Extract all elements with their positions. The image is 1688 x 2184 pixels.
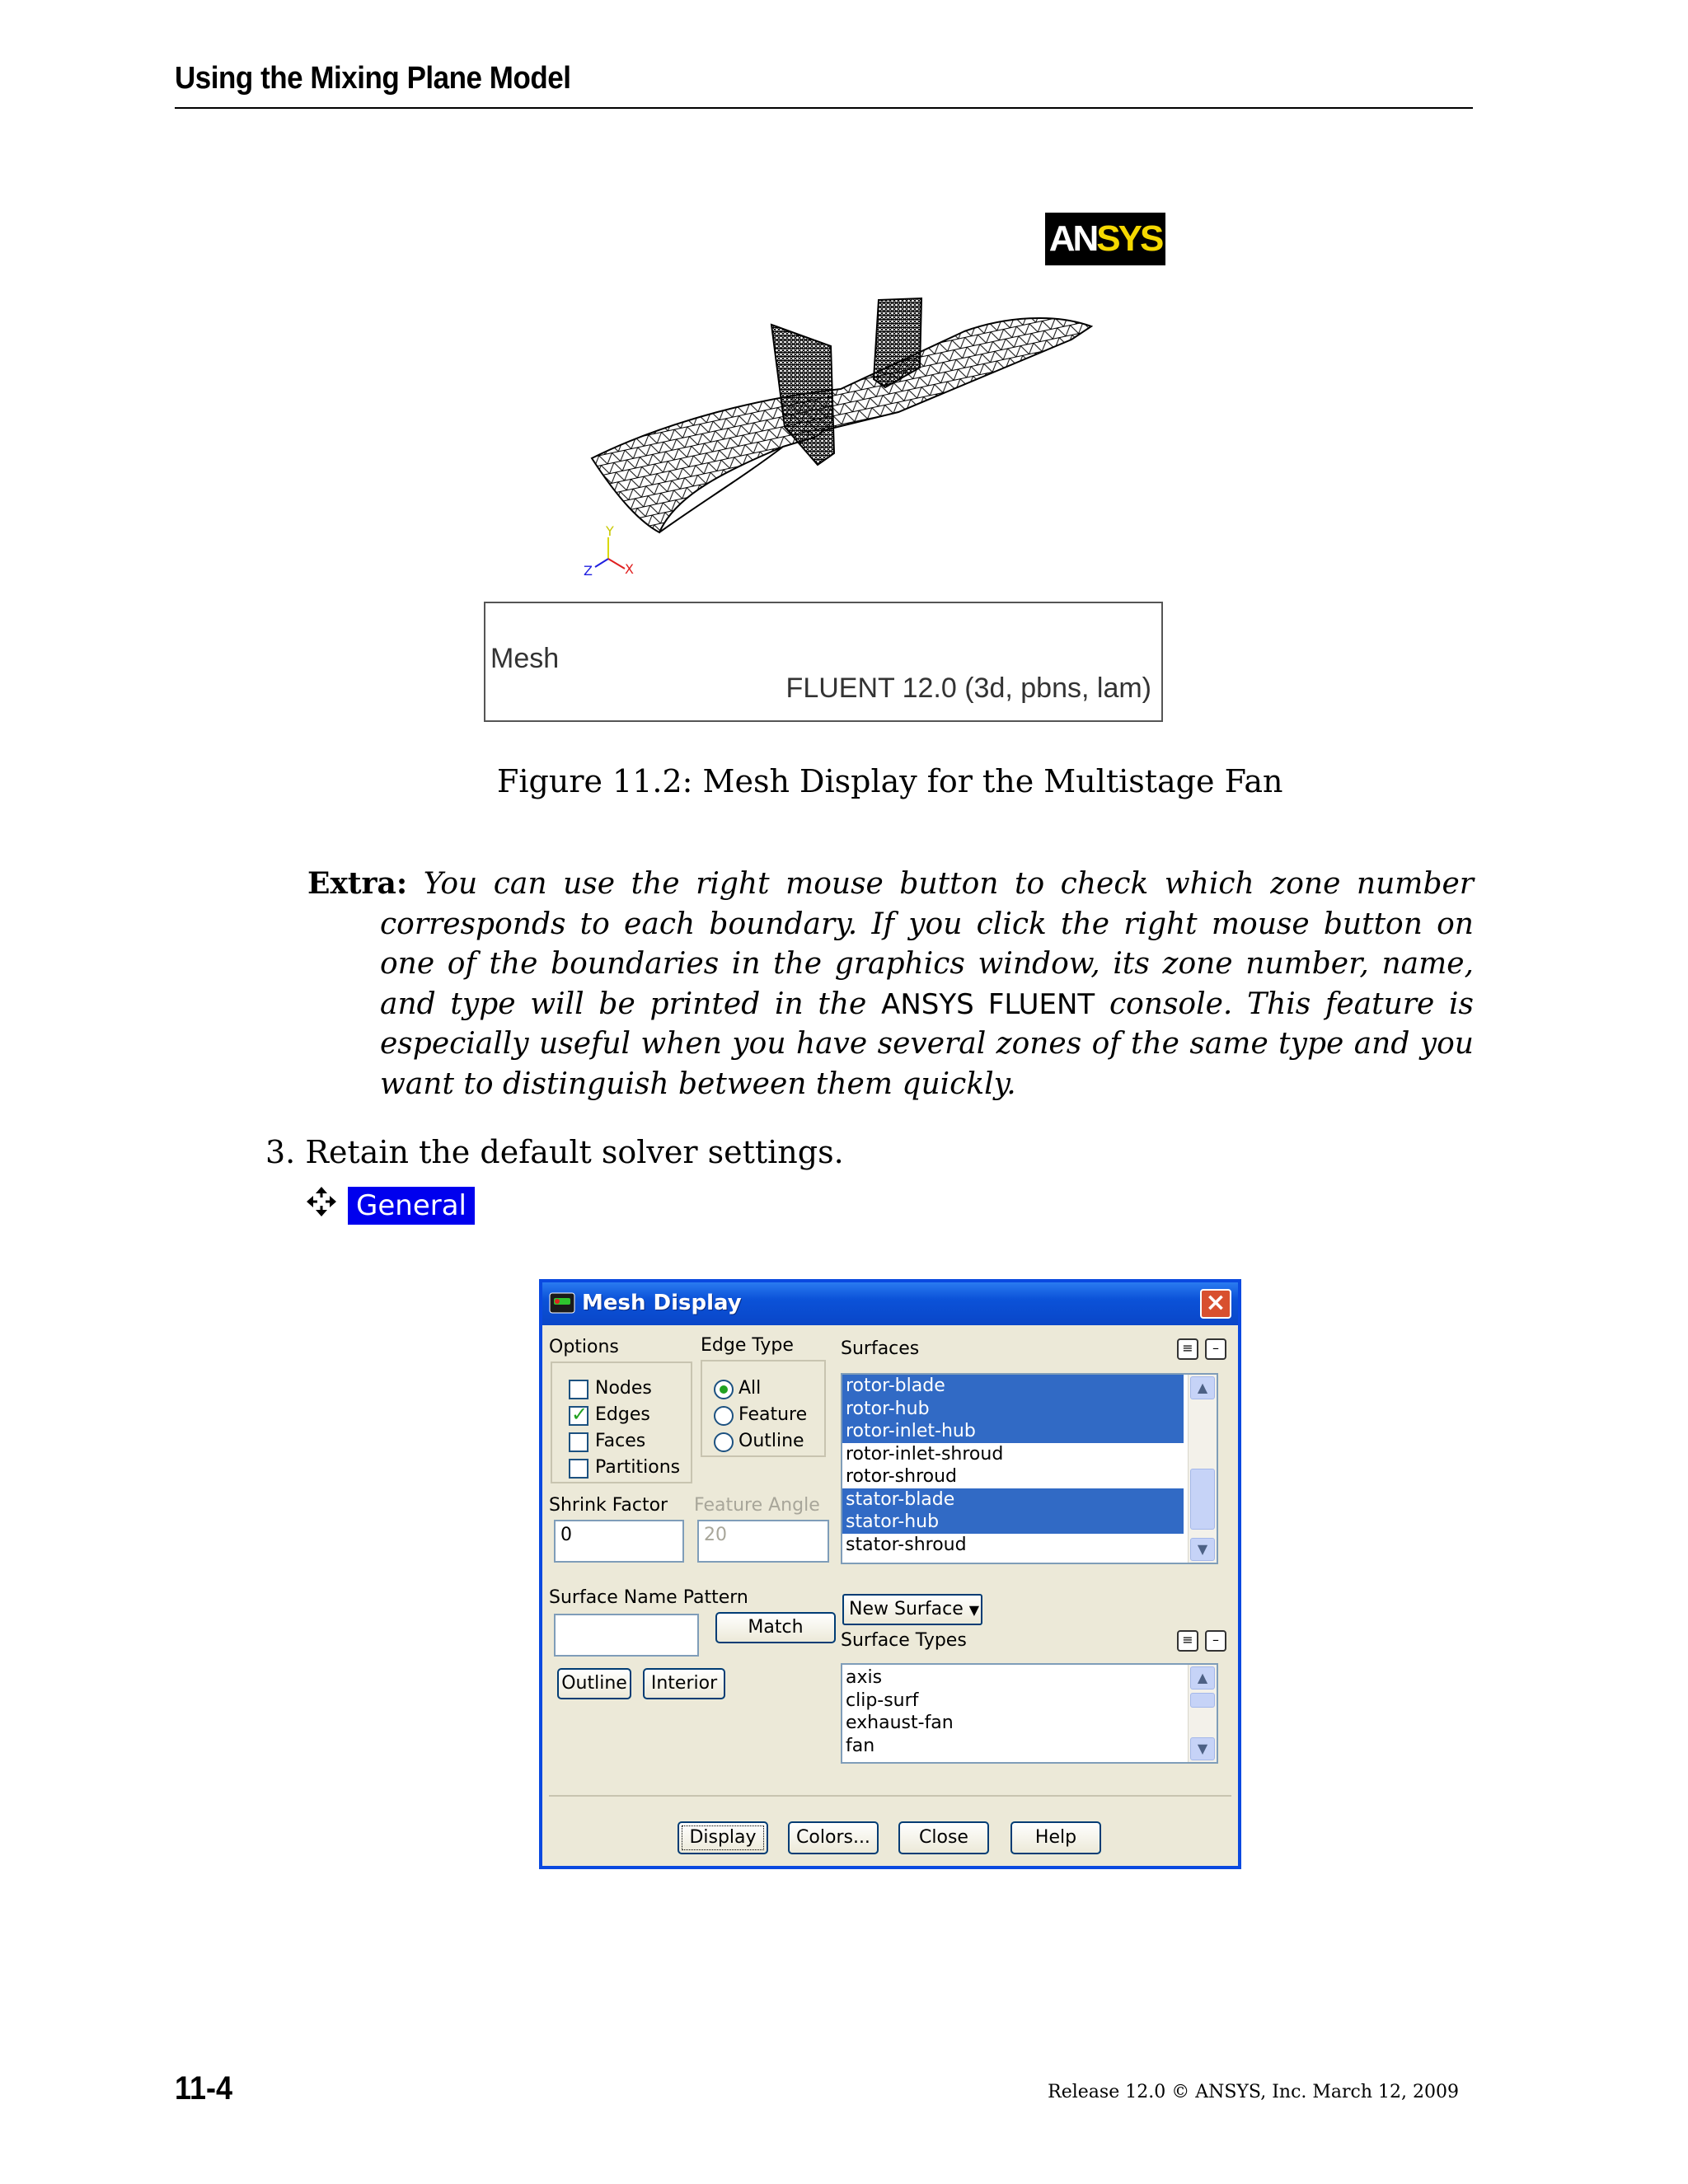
surface-item-stator-blade[interactable]: stator-blade bbox=[842, 1488, 1184, 1511]
page-number: 11-4 bbox=[175, 2070, 233, 2107]
edge-all-label: All bbox=[738, 1378, 762, 1399]
edge-outline-radio[interactable] bbox=[714, 1432, 734, 1452]
logo-text-an: AN bbox=[1048, 218, 1097, 259]
surface-name-pattern-label: Surface Name Pattern bbox=[549, 1587, 748, 1608]
edge-outline-label: Outline bbox=[738, 1431, 804, 1451]
deselect-all-icon[interactable]: – bbox=[1205, 1338, 1226, 1360]
extra-note bbox=[307, 864, 1474, 1104]
surfaces-label: Surfaces bbox=[841, 1338, 920, 1359]
axis-label-y: Y bbox=[606, 523, 614, 539]
axis-label-z: Z bbox=[584, 563, 593, 579]
scroll-down-icon[interactable]: ▼ bbox=[1190, 1737, 1215, 1760]
dropdown-arrow-icon: ▼ bbox=[968, 1602, 980, 1618]
hub-surface bbox=[592, 318, 1091, 532]
surface-type-item[interactable]: fan bbox=[846, 1735, 875, 1756]
faces-label: Faces bbox=[595, 1431, 646, 1451]
match-button[interactable]: Match bbox=[715, 1612, 836, 1643]
faces-checkbox[interactable] bbox=[569, 1432, 588, 1452]
surface-item-rotor-inlet-hub[interactable]: rotor-inlet-hub bbox=[842, 1420, 1184, 1443]
surface-type-item[interactable]: axis bbox=[846, 1667, 883, 1688]
dialog-footer-separator bbox=[549, 1795, 1231, 1797]
surface-name-pattern-input[interactable] bbox=[554, 1614, 699, 1657]
edge-type-label: Edge Type bbox=[701, 1335, 794, 1356]
select-all-icon[interactable]: ≡ bbox=[1177, 1338, 1198, 1360]
new-surface-dropdown[interactable] bbox=[842, 1594, 982, 1625]
scroll-up-icon[interactable]: ▲ bbox=[1190, 1376, 1215, 1399]
partitions-checkbox[interactable] bbox=[569, 1459, 588, 1479]
general-task-page-link[interactable]: General bbox=[348, 1187, 475, 1225]
mesh-graphic bbox=[577, 288, 1121, 585]
help-button[interactable]: Help bbox=[1010, 1821, 1101, 1854]
step-3-text: 3. Retain the default solver settings. bbox=[265, 1134, 844, 1170]
scroll-up-icon[interactable]: ▲ bbox=[1190, 1666, 1215, 1690]
graphics-info-box bbox=[484, 602, 1163, 722]
interior-button[interactable]: Interior bbox=[643, 1668, 725, 1699]
outline-button[interactable]: Outline bbox=[557, 1668, 631, 1699]
scroll-thumb[interactable] bbox=[1190, 1693, 1215, 1708]
surface-types-listbox[interactable] bbox=[841, 1663, 1218, 1764]
edge-feature-label: Feature bbox=[738, 1404, 808, 1425]
surface-types-list bbox=[842, 1666, 1217, 1757]
surface-item-rotor-blade[interactable]: rotor-blade bbox=[842, 1375, 1184, 1398]
ansys-logo bbox=[1045, 213, 1165, 265]
axis-label-x: X bbox=[625, 561, 634, 577]
surfaces-scrollbar[interactable] bbox=[1188, 1375, 1217, 1563]
edge-feature-radio[interactable] bbox=[714, 1406, 734, 1426]
shrink-factor-label: Shrink Factor bbox=[549, 1495, 668, 1516]
nodes-label: Nodes bbox=[595, 1378, 652, 1399]
info-mesh-label: Mesh bbox=[490, 643, 560, 674]
surface-item-rotor-shroud[interactable]: rotor-shroud bbox=[846, 1466, 958, 1487]
scroll-thumb[interactable] bbox=[1190, 1469, 1215, 1530]
mesh-display-dialog bbox=[539, 1279, 1241, 1869]
surface-type-item[interactable]: exhaust-fan bbox=[846, 1713, 954, 1733]
nodes-checkbox[interactable] bbox=[569, 1380, 588, 1399]
dialog-titlebar[interactable] bbox=[542, 1282, 1238, 1325]
surface-item-rotor-hub[interactable]: rotor-hub bbox=[842, 1398, 1184, 1421]
select-all-types-icon[interactable]: ≡ bbox=[1177, 1630, 1198, 1652]
display-button[interactable]: Display bbox=[678, 1821, 768, 1854]
extra-product-name: ANSYS FLUENT bbox=[881, 987, 1095, 1021]
fluent-app-icon bbox=[549, 1292, 575, 1314]
surface-types-label: Surface Types bbox=[841, 1630, 967, 1651]
edges-label: Edges bbox=[595, 1404, 650, 1425]
surface-item-rotor-inlet-shroud[interactable]: rotor-inlet-shroud bbox=[846, 1443, 1004, 1465]
navigation-arrows-icon bbox=[305, 1185, 338, 1218]
figure-caption: Figure 11.2: Mesh Display for the Multistage Fan bbox=[497, 763, 1283, 799]
edge-all-radio[interactable] bbox=[714, 1380, 734, 1399]
dialog-title: Mesh Display bbox=[582, 1291, 742, 1315]
partitions-label: Partitions bbox=[595, 1457, 681, 1478]
feature-angle-label: Feature Angle bbox=[694, 1495, 820, 1516]
scroll-down-icon[interactable]: ▼ bbox=[1190, 1538, 1215, 1561]
deselect-all-types-icon[interactable]: – bbox=[1205, 1630, 1226, 1652]
header-rule bbox=[175, 107, 1473, 109]
info-version-label: FLUENT 12.0 (3d, pbns, lam) bbox=[785, 673, 1151, 704]
logo-text-sys: SYS bbox=[1096, 218, 1162, 259]
extra-text-1: You can use the right mouse button to check which zone number corresponds to each boundary. If you click the right mouse button on one of the boundaries in the graphics window, its zone number, name, and type will be printed in the bbox=[380, 867, 1474, 1021]
extra-label: Extra: bbox=[307, 866, 408, 901]
running-header-title: Using the Mixing Plane Model bbox=[175, 61, 571, 96]
release-footer: Release 12.0 © ANSYS, Inc. March 12, 2009 bbox=[1048, 2082, 1459, 2102]
feature-angle-input[interactable]: 20 bbox=[697, 1520, 829, 1563]
shrink-factor-input[interactable]: 0 bbox=[554, 1520, 684, 1563]
close-icon[interactable]: × bbox=[1200, 1289, 1231, 1319]
options-label: Options bbox=[549, 1337, 619, 1357]
edges-checkbox[interactable] bbox=[569, 1406, 588, 1426]
surfaces-list bbox=[842, 1375, 1217, 1556]
surface-item-stator-hub[interactable]: stator-hub bbox=[842, 1511, 1184, 1534]
surface-type-item[interactable]: clip-surf bbox=[846, 1690, 919, 1711]
extra-text-2: console. This feature is especially useful when you have several zones of the same type and you want to distinguish between them quickly. bbox=[380, 987, 1474, 1101]
close-button[interactable]: Close bbox=[898, 1821, 989, 1854]
new-surface-label: New Surface bbox=[849, 1599, 964, 1619]
colors-button[interactable]: Colors... bbox=[788, 1821, 879, 1854]
surface-types-scrollbar[interactable] bbox=[1188, 1665, 1217, 1762]
surface-item-stator-shroud[interactable]: stator-shroud bbox=[846, 1534, 967, 1555]
surfaces-listbox[interactable] bbox=[841, 1373, 1218, 1564]
